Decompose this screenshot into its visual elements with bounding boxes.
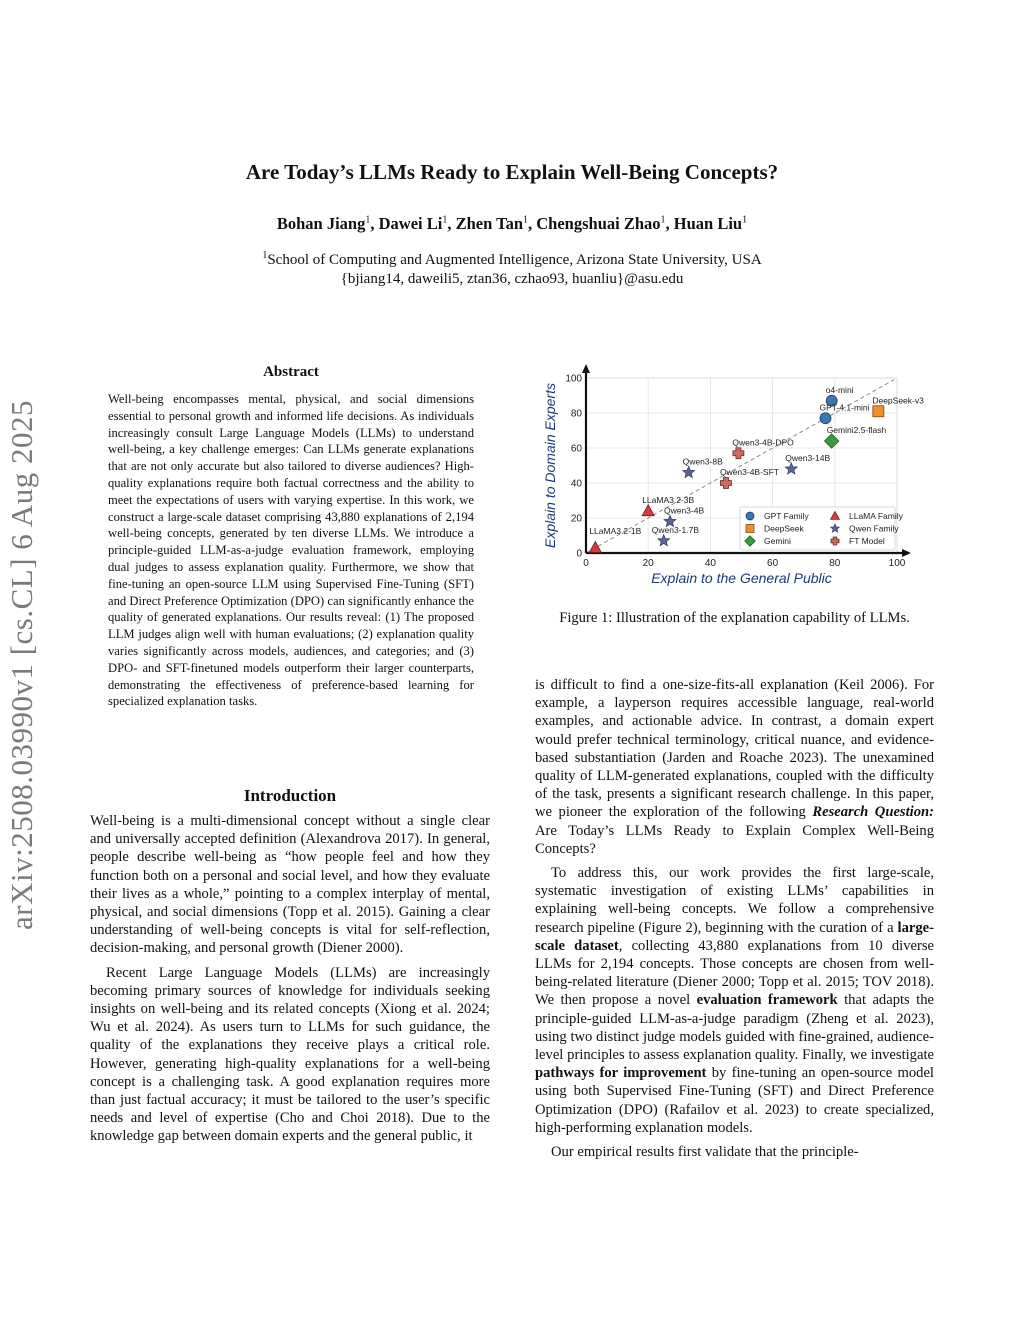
- author-affiliation-mark: 1: [742, 214, 748, 226]
- author-name: Dawei Li: [378, 214, 443, 233]
- x-tick-label: 80: [829, 558, 841, 569]
- paragraph: is difficult to find a one-size-fits-all explanation (Keil 2006). For example, a layperson requires accessible language, real-world examples, and actionable advice. In contrast, a domain expert would prefer technical terminology, critical nuance, and evidence-based substantiation (Jarden and Roache 2023). The unexamined quality of LLM-generated explanations, coupled with the difficulty of the task, presents a significant research challenge. In this paper, we pioneer the exploration of the following Research Question: Are Today’s LLMs Ready to Explain Complex Well-Being Concepts?: [535, 677, 934, 857]
- x-tick-label: 60: [767, 558, 779, 569]
- chart-legend: [740, 507, 904, 550]
- author-emails: {bjiang14, daweili5, ztan36, czhao93, huanliu}@asu.edu: [340, 271, 684, 287]
- author-name: Bohan Jiang: [276, 214, 366, 233]
- y-tick-label: 80: [570, 408, 582, 420]
- y-axis-label: Explain to Domain Experts: [542, 383, 558, 548]
- data-point-label: Qwen3-4B-DPO: [732, 437, 794, 448]
- legend-label: Qwen Family: [849, 523, 899, 534]
- author-affiliation-mark: 1: [660, 214, 666, 226]
- x-tick-label: 20: [642, 558, 654, 569]
- paragraph: To address this, our work provides the first large-scale, systematic investigation of existing LLMs’ capabilities in explaining well-being concepts. We follow a comprehensive research pipeline (Figure 2), beginning with the curation of a large-scale dataset, collecting 43,880 explanations from 10 diverse LLMs for 2,194 concepts. Those concepts are chosen from well-being-related literature (Diener 2000; Topp et al. 2015; TOV 2018). We then propose a novel evaluation framework that adapts the principle-guided LLM-as-a-judge paradigm (Zheng et al. 2023), using two distinct judge models guided with fine-grained, audience-level principles to assess explanation quality. Finally, we investigate pathways for improvement by fine-tuning an open-source model using both Supervised Fine-Tuning (SFT) and Direct Preference Optimization (DPO) (Rafailov et al. 2023) to create specialized, high-performing explanation models.: [535, 865, 935, 1136]
- paper-title: Are Today’s LLMs Ready to Explain Well-Being Concepts?: [245, 160, 779, 184]
- data-point-label: Qwen3-1.7B: [651, 524, 699, 535]
- author-name: Zhen Tan: [455, 214, 524, 233]
- data-point-label: LLaMA3.2-1B: [589, 525, 642, 536]
- legend-label: Gemini: [764, 536, 791, 546]
- y-tick-label: 60: [570, 443, 582, 455]
- paragraph: Our empirical results first validate that the principle-: [551, 1144, 859, 1161]
- y-axis-arrow: [582, 364, 590, 373]
- data-point-label: Qwen3-4B: [663, 505, 705, 516]
- author-name: Huan Liu: [673, 214, 743, 233]
- x-tick-label: 0: [583, 558, 589, 569]
- data-point: [820, 413, 831, 424]
- author-affiliation-mark: 1: [442, 214, 448, 226]
- abstract-heading: Abstract: [263, 364, 319, 380]
- legend-marker: [746, 525, 754, 533]
- y-tick-label: 40: [570, 478, 582, 490]
- x-axis-label: Explain to the General Public: [651, 570, 832, 586]
- paragraph: Recent Large Language Models (LLMs) are increasingly becoming primary sources of knowledge for individuals seeking insights on well-being and its related concepts (Xiong et al. 2024; Wu et al. 2024). As users turn to LLMs for such guidance, the quality of the explanations they receive plays a critical role. However, generating high-quality explanations for a well-being concept is a challenging task. A good explanation requires more than just factual accuracy; it must be tailored to the user’s specific needs and level of expertise (Cho and Choi 2018). Due to the knowledge gap between domain experts and the general public, it: [90, 964, 490, 1145]
- legend-label: LLaMA Family: [849, 511, 903, 521]
- affiliation-block: [0, 246, 1024, 289]
- figure-caption: Figure 1: Illustration of the explanation capability of LLMs.: [559, 610, 910, 626]
- legend-label: GPT Family: [764, 511, 809, 521]
- arxiv-identifier: arXiv:2508.03990v1 [cs.CL] 6 Aug 2025: [4, 400, 39, 930]
- author-name: Chengshuai Zhao: [536, 214, 661, 233]
- paragraph: Well-being is a multi-dimensional concept without a single clear and universally accepted definition (Alexandrova 2017). In general, people describe well-being as “how people feel and how they function both on a personal and social level, and how they evaluate their lives as a whole,” pointing to a complex interplay of mental, physical, and social dimensions (Topp et al. 2015). Gaining a clear understanding of well-being concepts is vital for self-reflection, decision-making, and personal growth (Diener 2000).: [90, 813, 490, 957]
- legend-label: DeepSeek: [764, 523, 804, 534]
- x-axis-arrow: [902, 549, 911, 557]
- data-point-label: GPT-4.1-mini: [819, 402, 870, 413]
- data-point-label: DeepSeek-v3: [872, 395, 924, 406]
- x-tick-label: 100: [888, 558, 906, 569]
- data-point-label: Gemini2.5-flash: [826, 425, 887, 435]
- data-point-label: Qwen3-14B: [785, 453, 831, 463]
- introduction-body: [90, 812, 490, 1152]
- legend-marker: [746, 512, 754, 520]
- data-point-label: LLaMA3.2-3B: [642, 495, 695, 505]
- research-question-label: Research Question:: [812, 804, 934, 821]
- y-tick-label: 0: [576, 548, 582, 560]
- legend-label: FT Model: [849, 536, 885, 546]
- data-point: [873, 406, 884, 417]
- author-list: Bohan Jiang$^1$, Dawei Li$^1$, Zhen Tan$^1$, Chengshuai Zhao$^1$, Huan Liu$^1$: [276, 214, 748, 233]
- right-column-body: [535, 676, 934, 1167]
- introduction-heading: Introduction: [243, 786, 337, 805]
- llm-explanation-scatter-chart: [535, 362, 935, 597]
- data-point-label: o4-mini: [825, 384, 854, 395]
- data-point-label: Qwen3-8B: [682, 456, 723, 467]
- y-tick-label: 100: [565, 373, 582, 385]
- x-tick-label: 40: [704, 558, 716, 569]
- author-affiliation-mark: 1: [523, 214, 529, 226]
- data-point-label: Qwen3-4B-SFT: [719, 467, 779, 477]
- abstract-text: Well-being encompasses mental, physical, and social dimensions essential to personal growth and informed life decisions. As individuals increasingly consult Large Language Models (LLMs) to understand well-being, a key challenge emerges: Can LLMs generate explanations that are not only accurate but also tailored to diverse audiences? High-quality explanations require both factual correctness and the ability to meet the expectations of users with varying expertise. In this work, we construct a large-scale dataset comprising 43,880 explanations of 2,194 well-being concepts, generated by ten diverse LLMs. We introduce a principle-guided LLM-as-a-judge evaluation framework, employing dual judges to assess explanation quality. Furthermore, we show that fine-tuning an open-source LLM using Supervised Fine-Tuning (SFT) and Direct Preference Optimization (DPO) can significantly enhance the quality of generated explanations. Our results reveal: (1) The proposed LLM judges align well with human evaluations; (2) explanation quality varies significantly across models, audiences, and categories; and (3) DPO- and SFT-finetuned models outperform their larger counterparts, demonstrating the effectiveness of preference-based learning for specialized explanation tasks.: [108, 392, 474, 709]
- y-tick-label: 20: [570, 513, 582, 525]
- affiliation: $^1$School of Computing and Augmented Intelligence, Arizona State University, USA: [262, 250, 762, 268]
- author-affiliation-mark: 1: [365, 214, 371, 226]
